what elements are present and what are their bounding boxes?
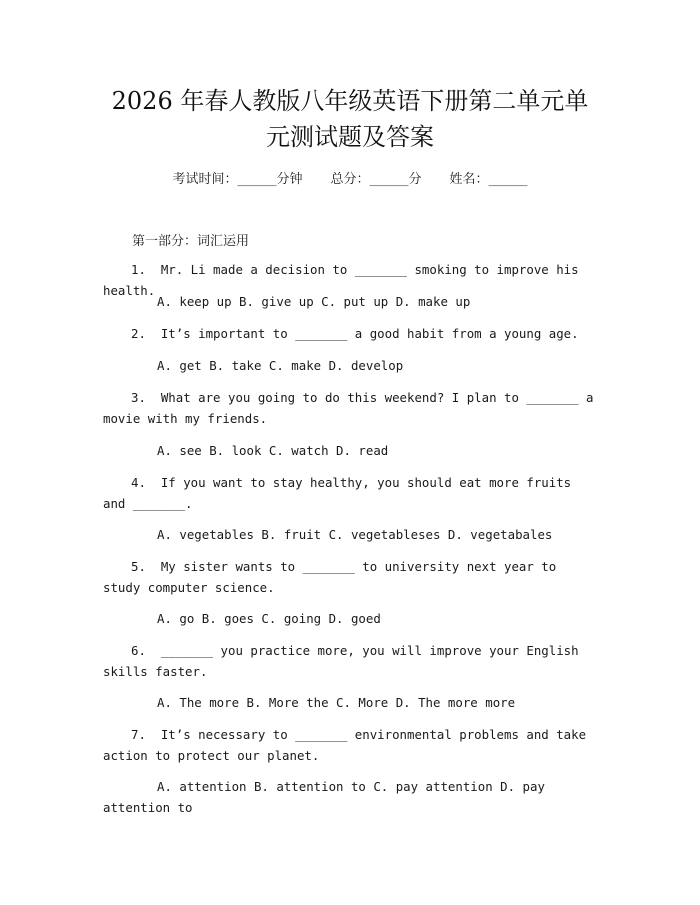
question-5 <box>103 556 598 598</box>
question-number: 1. <box>131 262 146 277</box>
student-name: 姓名：______ <box>449 172 528 187</box>
exam-meta <box>0 168 700 187</box>
question-2 <box>103 323 598 344</box>
question-text: _______ you practice more, you will improve your English skills faster. <box>103 643 579 679</box>
exam-score: 总分：______分 <box>330 172 422 187</box>
question-7 <box>103 724 598 766</box>
question-6-options: A. The more B. More the C. More D. The more more <box>157 695 516 710</box>
question-text: It’s important to _______ a good habit from a young age. <box>160 326 579 341</box>
question-number: 2. <box>131 326 146 341</box>
question-number: 3. <box>131 390 146 405</box>
question-number: 7. <box>131 727 146 742</box>
question-3 <box>103 387 598 429</box>
question-7-options: A. attention B. attention to C. pay attention D. pay attention to <box>103 779 545 815</box>
section-title: 第一部分：词汇运用 <box>132 234 250 249</box>
question-6 <box>103 640 598 682</box>
question-5-options: A. go B. goes C. going D. goed <box>157 611 381 626</box>
question-text: Mr. Li made a decision to _______ smoking to improve his health. <box>103 262 579 298</box>
question-text: It’s necessary to _______ environmental problems and take action to protect our planet. <box>103 727 587 763</box>
question-1-options: A. keep up B. give up C. put up D. make up <box>157 294 471 309</box>
question-number: 5. <box>131 559 146 574</box>
document-title-line-1: 2026 年春人教版八年级英语下册第二单元单 <box>111 87 589 115</box>
question-2-options: A. get B. take C. make D. develop <box>157 358 404 373</box>
question-4 <box>103 472 598 514</box>
exam-time: 考试时间：______分钟 <box>172 172 303 187</box>
question-number: 4. <box>131 475 146 490</box>
question-text: What are you going to do this weekend? I plan to _______ a movie with my friends. <box>103 390 594 426</box>
question-text: My sister wants to _______ to university next year to study computer science. <box>103 559 557 595</box>
question-3-options: A. see B. look C. watch D. read <box>157 443 389 458</box>
question-4-options: A. vegetables B. fruit C. vegetableses D. vegetabales <box>157 527 553 542</box>
question-text: If you want to stay healthy, you should eat more fruits and _______. <box>103 475 572 511</box>
document-title-line-2: 元测试题及答案 <box>266 123 434 151</box>
question-number: 6. <box>131 643 146 658</box>
